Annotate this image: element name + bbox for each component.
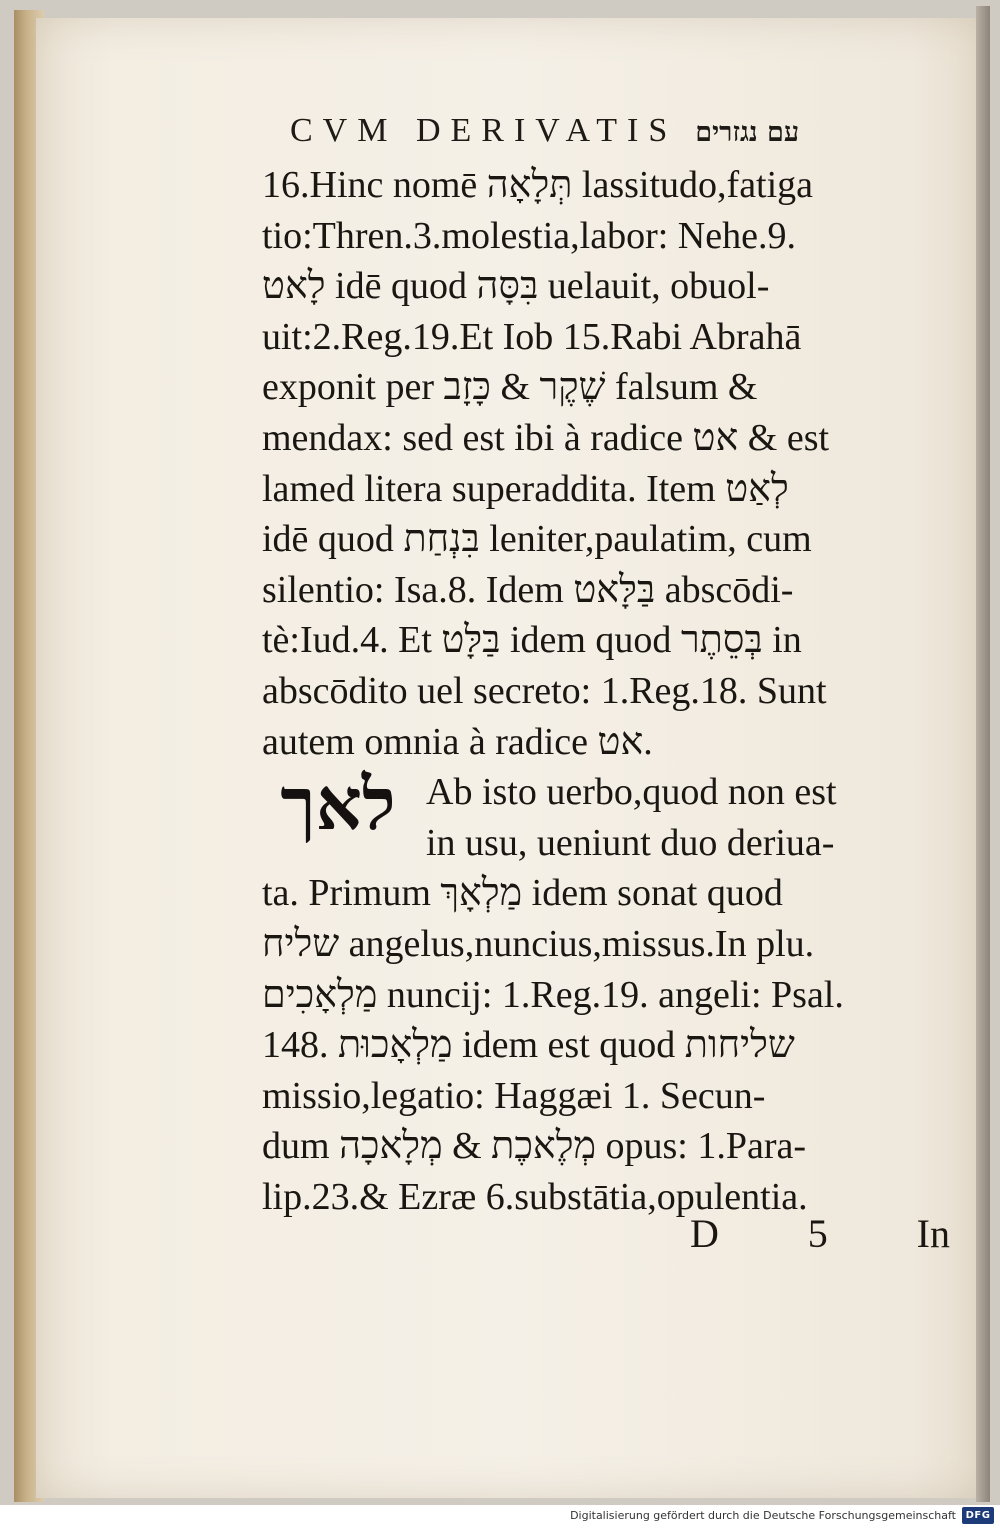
text-line: abscōdito uel secreto: 1.Reg.18. Sunt — [262, 669, 827, 712]
signature-mark: D — [690, 1211, 719, 1256]
text-line: tio:Thren.3.molestia,labor: Nehe.9. — [262, 214, 796, 257]
running-header — [290, 112, 890, 150]
text-line: 148. מַלְאָכוּת idem est quod שליחות — [262, 1024, 795, 1067]
text-line: tè:Iud.4. Et בַּלָּט idem quod בְּסֵתֶר in — [262, 619, 802, 662]
running-head-hebrew: עם נגזרים — [695, 117, 800, 148]
text-line: dum מְלֶאכֶת & מְלָאכָה opus: 1.Para- — [262, 1125, 807, 1168]
text-line: שליח angelus,nuncius,missus.In plu. — [262, 922, 815, 965]
text-line: ta. Primum מַלְאָךְ idem sonat quod — [262, 872, 783, 915]
text-line: idē quod בִּנְחַת leniter,paulatim, cum — [262, 518, 812, 561]
funding-credit: Digitalisierung gefördert durch die Deutsche Forschungsgemeinschaft — [570, 1509, 956, 1522]
text-line: in usu, ueniunt duo deriua- — [426, 821, 835, 864]
catchword: In — [916, 1211, 950, 1256]
text-line: silentio: Isa.8. Idem בַּלָּאט abscōdi- — [262, 568, 794, 611]
hebrew-initial-word: לאך — [280, 761, 396, 846]
book-edge-right — [976, 6, 990, 1502]
text-line: uit:2.Reg.19.Et Iob 15.Rabi Abrahā — [262, 315, 802, 358]
text-line: Ab isto uerbo,quod non est — [426, 771, 837, 814]
text-line: missio,legatio: Haggæi 1. Secun- — [262, 1074, 766, 1117]
text-line: mendax: sed est ibi à radice אט & est — [262, 416, 830, 459]
signature-number: 5 — [807, 1211, 828, 1256]
text-line: exponit per שֶׁקֶר & כָּזָב falsum & — [262, 366, 758, 409]
body-text — [262, 160, 942, 1222]
text-line: מַלְאָכִים nuncij: 1.Reg.19. angeli: Psal. — [262, 973, 844, 1016]
text-line: lamed litera superaddita. Item לְאַט — [262, 467, 789, 510]
dfg-logo: DFG — [962, 1507, 994, 1524]
text-line: autem omnia à radice אט. — [262, 720, 653, 763]
text-line: לָאט idē quod בִּסָּה uelauit, obuol- — [262, 265, 770, 308]
running-head-latin: CVM DERIVATIS — [290, 112, 678, 149]
text-line: 16.Hinc nomē תְּלָאָה lassitudo,fatiga — [262, 164, 814, 206]
text-line: lip.23.& Ezræ 6.substātia,opulentia. — [262, 1175, 808, 1218]
signature-line — [690, 1210, 950, 1257]
